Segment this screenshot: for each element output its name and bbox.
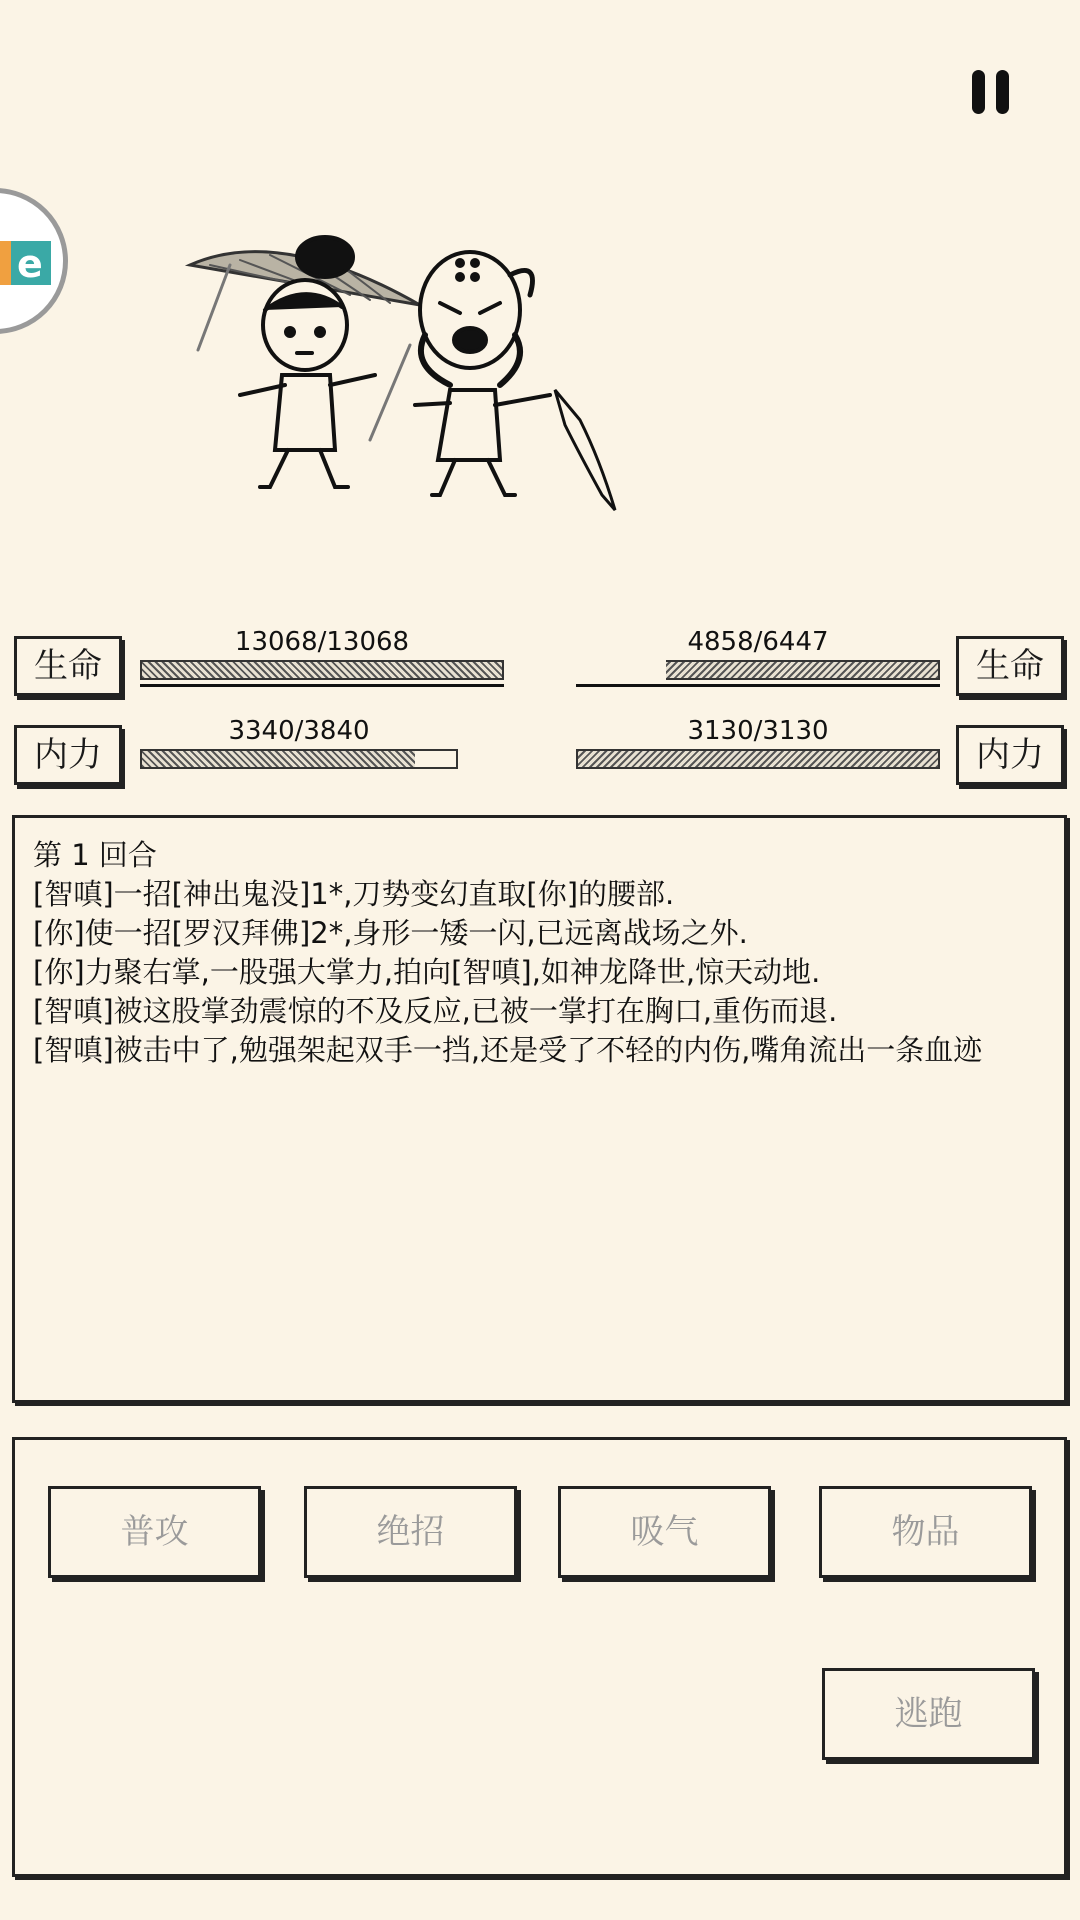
battle-log-line: [你]力聚右掌,一股强大掌力,拍向[智嗔],如神龙降世,惊天动地. [33,955,821,989]
enemy-character [415,252,615,510]
player-hp-value: 13068/13068 [234,627,410,657]
battle-log-line: 第 1 回合 [33,838,157,872]
pause-button[interactable] [960,62,1020,122]
absorb-qi-button[interactable]: 吸气 [558,1486,771,1578]
player-mp-fill [142,751,415,767]
player-hp-label: 生命 [14,636,122,696]
enemy-hp-bar [666,660,940,680]
floating-badge[interactable] [0,188,68,334]
app-badge-icon [0,193,67,333]
player-mp-bar [140,749,458,769]
player-mp-label: 内力 [14,725,122,785]
battle-log-line: [智嗔]被这股掌劲震惊的不及反应,已被一掌打在胸口,重伤而退. [33,994,838,1028]
battle-log-line: [你]使一招[罗汉拜佛]2*,身形一矮一闪,已远离战场之外. [33,916,748,950]
enemy-hp-label: 生命 [956,636,1064,696]
flee-button[interactable]: 逃跑 [822,1668,1035,1760]
enemy-mp-bar [576,749,940,769]
player-mp-value: 3340/3840 [228,716,370,746]
battle-log[interactable] [12,815,1067,1403]
player-hp-bar [140,660,504,680]
player-character [190,237,420,487]
items-button[interactable]: 物品 [819,1486,1032,1578]
enemy-hp-underline [576,684,940,687]
player-hp-underline [140,684,504,687]
fighters-illustration [170,225,670,525]
enemy-mp-label: 内力 [956,725,1064,785]
enemy-hp-value: 4858/6447 [687,627,829,657]
enemy-hp-fill [666,662,938,678]
battle-log-line: [智嗔]一招[神出鬼没]1*,刀势变幻直取[你]的腰部. [33,877,675,911]
enemy-mp-value: 3130/3130 [687,716,829,746]
special-move-button[interactable]: 绝招 [304,1486,517,1578]
svg-text:e: e [17,242,43,286]
player-hp-fill [142,662,502,678]
battle-log-line: [智嗔]被击中了,勉强架起双手一挡,还是受了不轻的内伤,嘴角流出一条血迹 [33,1033,983,1067]
enemy-mp-fill [578,751,938,767]
normal-attack-button[interactable]: 普攻 [48,1486,261,1578]
